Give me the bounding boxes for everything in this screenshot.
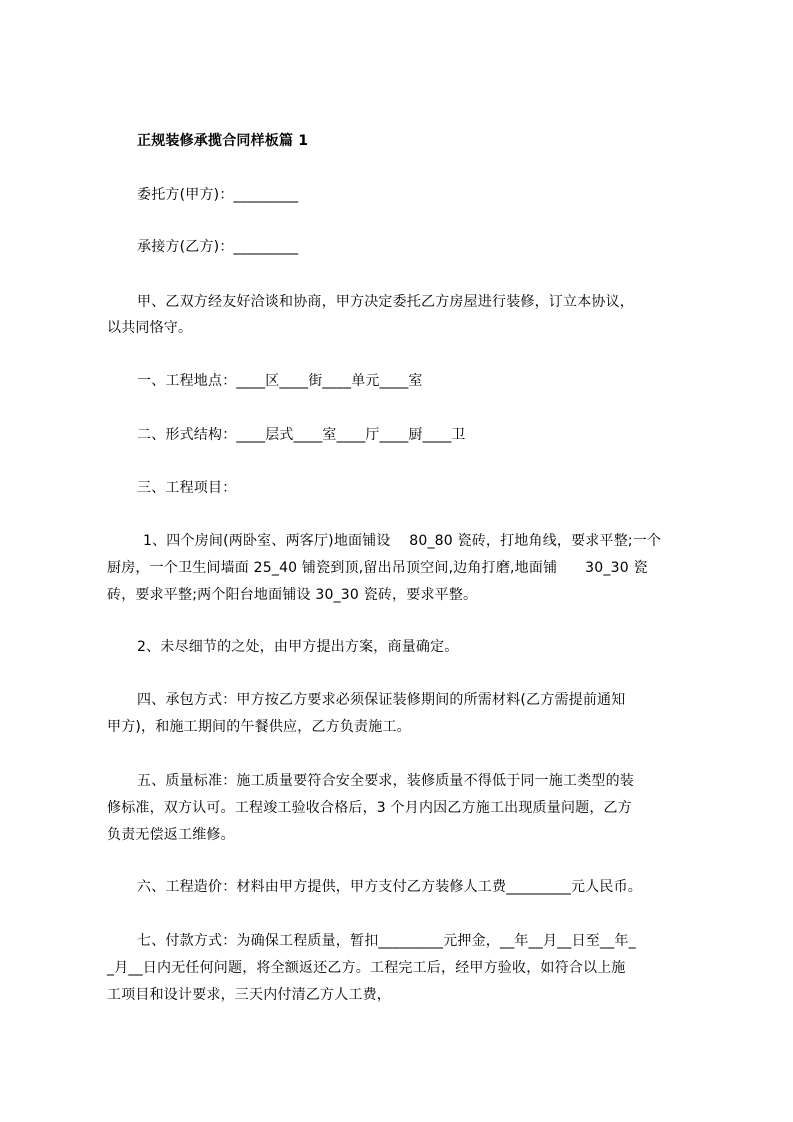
intro-line-1: 甲、乙双方经友好洽谈和协商，甲方决定委托乙方房屋进行装修，订立本协议，	[137, 294, 634, 310]
section-2-structure: 二、形式结构：____层式____室____厅____厨____卫	[137, 427, 466, 443]
item-1-line-1: 1、四个房间(两卧室、两客厅)地面铺设 80_80 瓷砖，打地角线，要求平整;一个	[143, 533, 662, 549]
item-2: 2、未尽细节的之处，由甲方提出方案，商量确定。	[137, 639, 459, 655]
section-3-heading: 三、工程项目：	[137, 480, 237, 496]
document-title: 正规装修承揽合同样板篇 1	[137, 133, 309, 149]
section-5-line-2: 修标准，双方认可。工程竣工验收合格后，3 个月内因乙方施工出现质量问题，乙方	[107, 800, 632, 816]
section-6-cost: 六、工程造价：材料由甲方提供，甲方支付乙方装修人工费_________元人民币。	[137, 879, 642, 895]
party-b-line: 承接方(乙方)：_________	[137, 239, 299, 255]
section-1-location: 一、工程地点：____区____街____单元____室	[137, 373, 423, 389]
item-1-line-3: 砖，要求平整;两个阳台地面铺设 30_30 瓷砖，要求平整。	[107, 587, 478, 603]
item-1-line-2: 厨房，一个卫生间墙面 25_40 铺瓷到顶,留出吊顶空间,边角打磨,地面铺 30_30 瓷	[107, 560, 648, 576]
section-7-line-1: 七、付款方式：为确保工程质量，暂扣_________元押金，__年__月__日至__年_	[137, 933, 636, 949]
section-4-line-1: 四、承包方式：甲方按乙方要求必须保证装修期间的所需材料(乙方需提前通知	[137, 692, 626, 708]
section-4-line-2: 甲方)，和施工期间的午餐供应，乙方负责施工。	[107, 719, 411, 735]
section-7-line-3: 工项目和设计要求，三天内付清乙方人工费，	[107, 987, 391, 1003]
party-a-line: 委托方(甲方)：_________	[137, 187, 299, 203]
section-7-line-2: _月__日内无任何问题，将全额返还乙方。工程完工后，经甲方验收，如符合以上施	[107, 960, 626, 976]
intro-line-2: 以共同恪守。	[107, 320, 193, 336]
section-5-line-3: 负责无偿返工维修。	[107, 827, 235, 843]
section-5-line-1: 五、质量标准：施工质量要符合安全要求，装修质量不得低于同一施工类型的装	[137, 773, 634, 789]
